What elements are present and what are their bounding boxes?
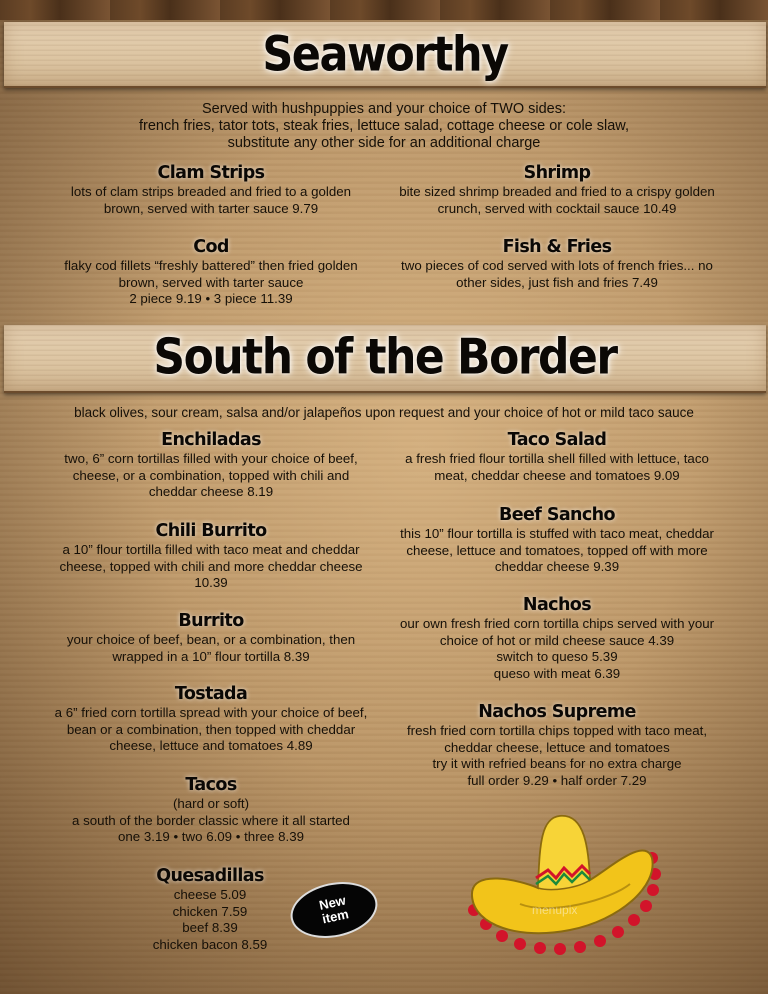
item-desc: fresh fried corn tortilla chips topped with taco meat, (406, 723, 708, 738)
border-title: South of the Border (153, 328, 617, 386)
item-name: Fish & Fries (502, 237, 612, 257)
item-name: Burrito (178, 611, 244, 631)
item-name: Clam Strips (157, 163, 265, 183)
item-price: 10.39 (194, 575, 228, 590)
item-desc: flaky cod fillets “freshly battered” then fried golden (64, 258, 358, 273)
badge-text: New (317, 892, 348, 913)
menu-item-taco-salad (376, 430, 738, 484)
menu-item-fish-fries (376, 237, 738, 291)
seaworthy-intro (0, 101, 768, 152)
item-desc: a south of the border classic where it all started (72, 812, 350, 828)
watermark-text: menupix (532, 903, 578, 917)
item-desc: crunch, served with cocktail sauce 10.49 (437, 200, 677, 216)
item-desc: choice of hot or mild cheese sauce 4.39 (439, 632, 675, 648)
item-desc: your choice of beef, bean, or a combination, then (66, 632, 356, 647)
menu-item-shrimp (376, 163, 738, 217)
item-price: one 3.19 • two 6.09 • three 8.39 (118, 829, 304, 844)
item-desc: bite sized shrimp breaded and fried to a crispy golden (399, 184, 715, 199)
item-desc: cheese, topped with chili and more cheddar cheese (59, 558, 363, 574)
item-desc: meat, cheddar cheese and tomatoes 9.09 (434, 467, 680, 483)
menu-item-quesadillas (120, 866, 300, 953)
item-price: cheese 5.09 (173, 887, 247, 902)
item-desc: other sides, just fish and fries 7.49 (456, 274, 658, 290)
item-desc: cheddar cheese 8.19 (148, 484, 274, 499)
seaworthy-title: Seaworthy (262, 27, 508, 83)
item-name: Shrimp (523, 163, 591, 183)
item-price: beef 8.39 (182, 920, 238, 935)
item-name: Tostada (174, 684, 248, 704)
item-desc: cheddar cheese 9.39 (494, 559, 620, 574)
item-desc: a fresh fried flour tortilla shell filled with lettuce, taco (405, 451, 709, 466)
item-price: chicken bacon 8.59 (152, 936, 268, 952)
item-desc: cheese, lettuce and tomatoes 4.89 (109, 738, 313, 753)
item-desc: cheese, or a combination, topped with chili and (72, 467, 350, 483)
item-name: Tacos (185, 775, 237, 795)
new-item-badge (288, 877, 381, 943)
menu-item-cod (30, 237, 392, 308)
border-banner (4, 325, 766, 393)
menu-item-nachos-supreme (376, 702, 738, 789)
item-name: Enchiladas (161, 430, 261, 450)
item-price: switch to queso 5.39 (496, 649, 618, 664)
item-price: chicken 7.59 (172, 903, 248, 919)
item-desc: brown, served with tarter sauce (118, 274, 304, 290)
item-price: 2 piece 9.19 • 3 piece 11.39 (129, 291, 293, 306)
item-name: Nachos (522, 595, 592, 615)
menu-item-burrito (30, 611, 392, 665)
menu-item-nachos (376, 595, 738, 682)
item-desc: this 10” flour tortilla is stuffed with taco meat, cheddar (400, 526, 714, 541)
seaworthy-intro-line: french fries, tator tots, steak fries, lettuce salad, cottage cheese or cole slaw, (138, 118, 630, 134)
item-desc: our own fresh fried corn tortilla chips served with your (399, 616, 715, 631)
item-desc: lots of clam strips breaded and fried to a golden (70, 184, 352, 199)
seaworthy-banner (4, 22, 766, 88)
item-desc: two pieces of cod served with lots of french fries... no (401, 258, 713, 273)
menu-item-tacos (30, 775, 392, 846)
item-name: Chili Burrito (155, 521, 267, 541)
item-desc: cheddar cheese, lettuce and tomatoes (444, 739, 670, 755)
item-desc: wrapped in a 10” flour tortilla 8.39 (112, 648, 310, 664)
item-name: Quesadillas (156, 866, 264, 886)
item-name: Nachos Supreme (478, 702, 636, 722)
item-desc: a 10” flour tortilla filled with taco meat and cheddar (62, 542, 360, 557)
item-price: queso with meat 6.39 (493, 665, 621, 681)
menu-item-clam-strips (30, 163, 392, 217)
menu-item-beef-sancho (376, 505, 738, 576)
item-name: Beef Sancho (499, 505, 615, 525)
top-wood-strip (0, 0, 768, 20)
item-desc: brown, served with tarter sauce 9.79 (103, 200, 319, 216)
item-desc: bean or a combination, then topped with cheddar (66, 721, 356, 737)
item-name: Cod (193, 237, 229, 257)
item-name: Taco Salad (507, 430, 607, 450)
sombrero-icon (460, 808, 670, 958)
menu-item-tostada (30, 684, 392, 755)
item-desc: (hard or soft) (172, 796, 250, 811)
item-desc: two, 6” corn tortillas filled with your choice of beef, (64, 451, 358, 466)
item-desc: cheese, lettuce and tomatoes, topped off with more (406, 542, 708, 558)
item-price: full order 9.29 • half order 7.29 (467, 772, 647, 788)
seaworthy-intro-line: Served with hushpuppies and your choice of TWO sides: (201, 101, 567, 117)
item-desc: a 6” fried corn tortilla spread with your choice of beef, (54, 705, 368, 720)
item-desc: try it with refried beans for no extra charge (432, 756, 682, 771)
badge-text: item (320, 906, 350, 927)
border-intro: black olives, sour cream, salsa and/or jalapeños upon request and your choice of hot or mild taco sauce (74, 405, 694, 420)
menu-item-chili-burrito (30, 521, 392, 592)
menu-item-enchiladas (30, 430, 392, 501)
seaworthy-intro-line: substitute any other side for an additional charge (227, 135, 541, 151)
